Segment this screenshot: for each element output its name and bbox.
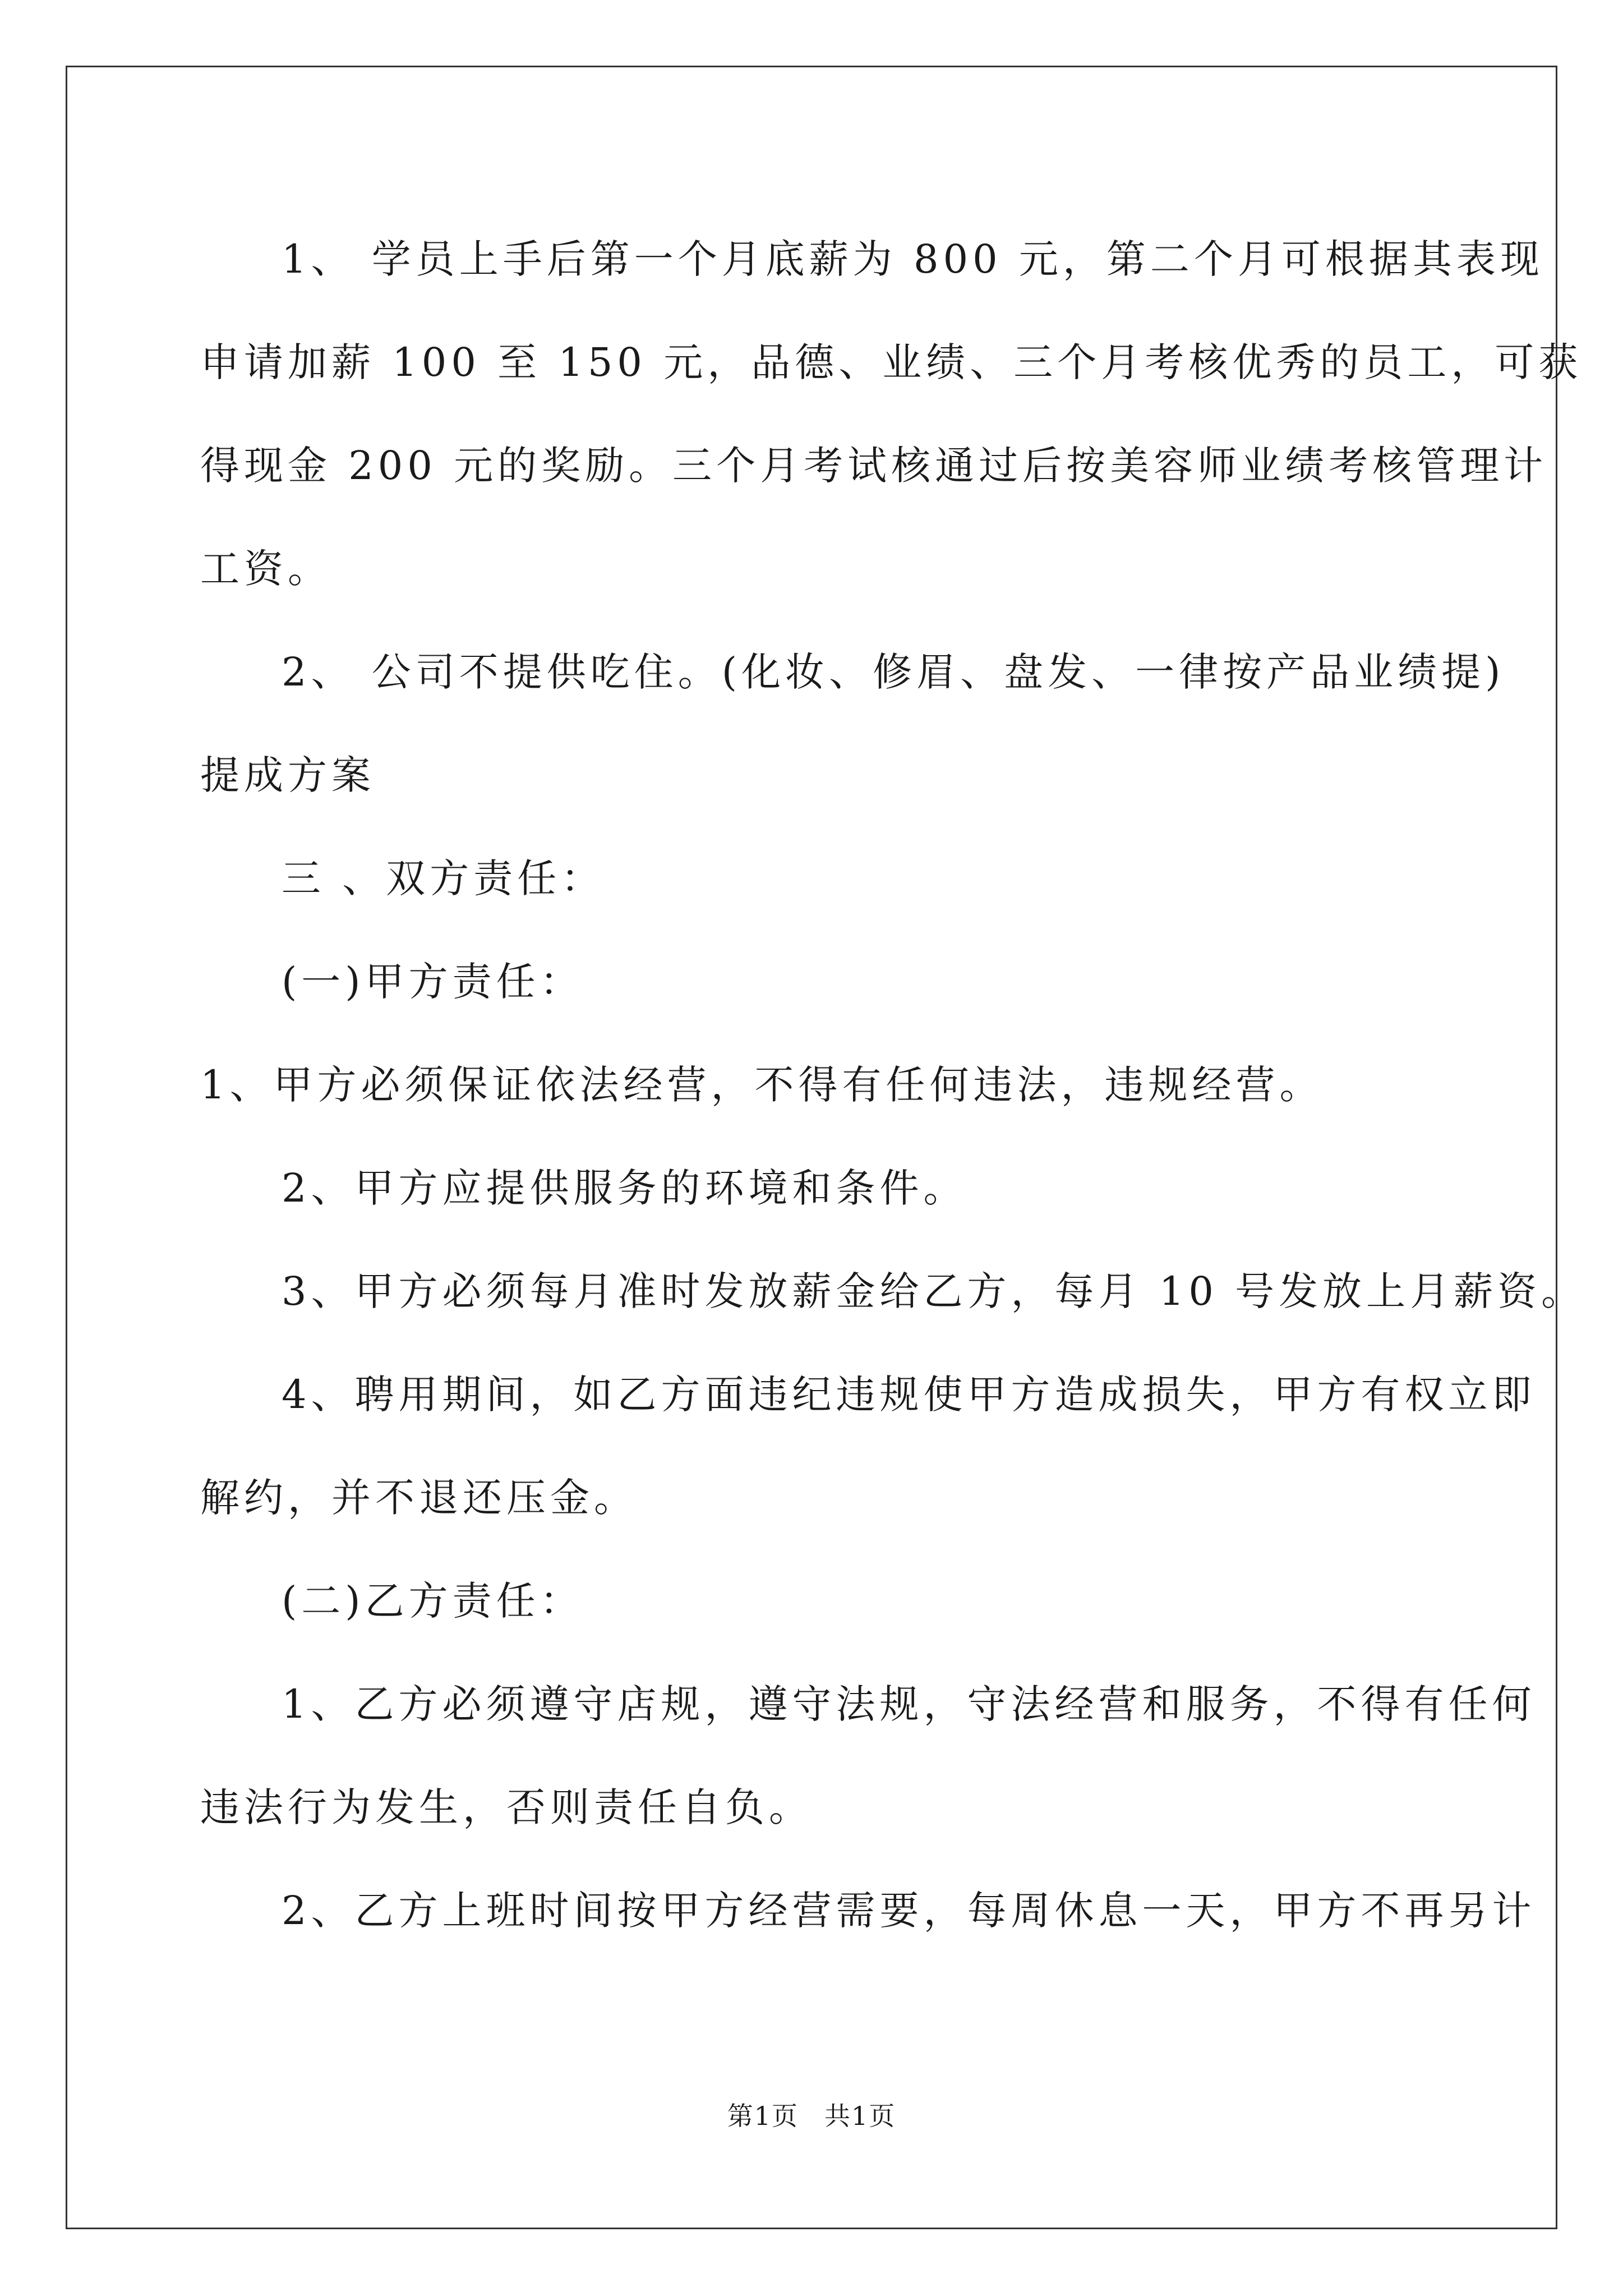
paragraph-line: 申请加薪 100 至 150 元，品德、业绩、三个月考核优秀的员工，可获 (200, 339, 1583, 385)
page-number: 第1页 (727, 2101, 799, 2131)
paragraph-line: 工资。 (200, 546, 331, 592)
subsection-heading: (一)甲方责任： (282, 959, 584, 1005)
subsection-heading: (二)乙方责任： (282, 1578, 584, 1624)
page-total: 共1页 (824, 2101, 896, 2131)
paragraph-line: 1、 学员上手后第一个月底薪为 800 元，第二个月可根据其表现 (282, 236, 1544, 282)
paragraph-line: 1、乙方必须遵守店规，遵守法规，守法经营和服务，不得有任何 (282, 1681, 1536, 1727)
page-footer (0, 2096, 1623, 2133)
section-heading: 三 、双方责任： (282, 855, 605, 901)
paragraph-line: 得现金 200 元的奖励。三个月考试核通过后按美容师业绩考核管理计 (200, 443, 1548, 489)
document-body (200, 208, 1585, 1962)
paragraph-line: 4、聘用期间，如乙方面违纪违规使甲方造成损失，甲方有权立即 (282, 1372, 1536, 1418)
paragraph-line: 1、甲方必须保证依法经营，不得有任何违法，违规经营。 (200, 1062, 1324, 1108)
paragraph-line: 提成方案 (200, 752, 375, 798)
paragraph-line: 2、 公司不提供吃住。(化妆、修眉、盘发、一律按产品业绩提) (282, 649, 1505, 695)
paragraph-line: 2、乙方上班时间按甲方经营需要，每周休息一天，甲方不再另计 (282, 1888, 1536, 1934)
paragraph-line: 违法行为发生，否则责任自负。 (200, 1784, 813, 1830)
paragraph-line: 3、甲方必须每月准时发放薪金给乙方，每月 10 号发放上月薪资。 (282, 1268, 1585, 1314)
paragraph-line: 解约，并不退还压金。 (200, 1475, 638, 1521)
paragraph-line: 2、甲方应提供服务的环境和条件。 (282, 1165, 967, 1211)
